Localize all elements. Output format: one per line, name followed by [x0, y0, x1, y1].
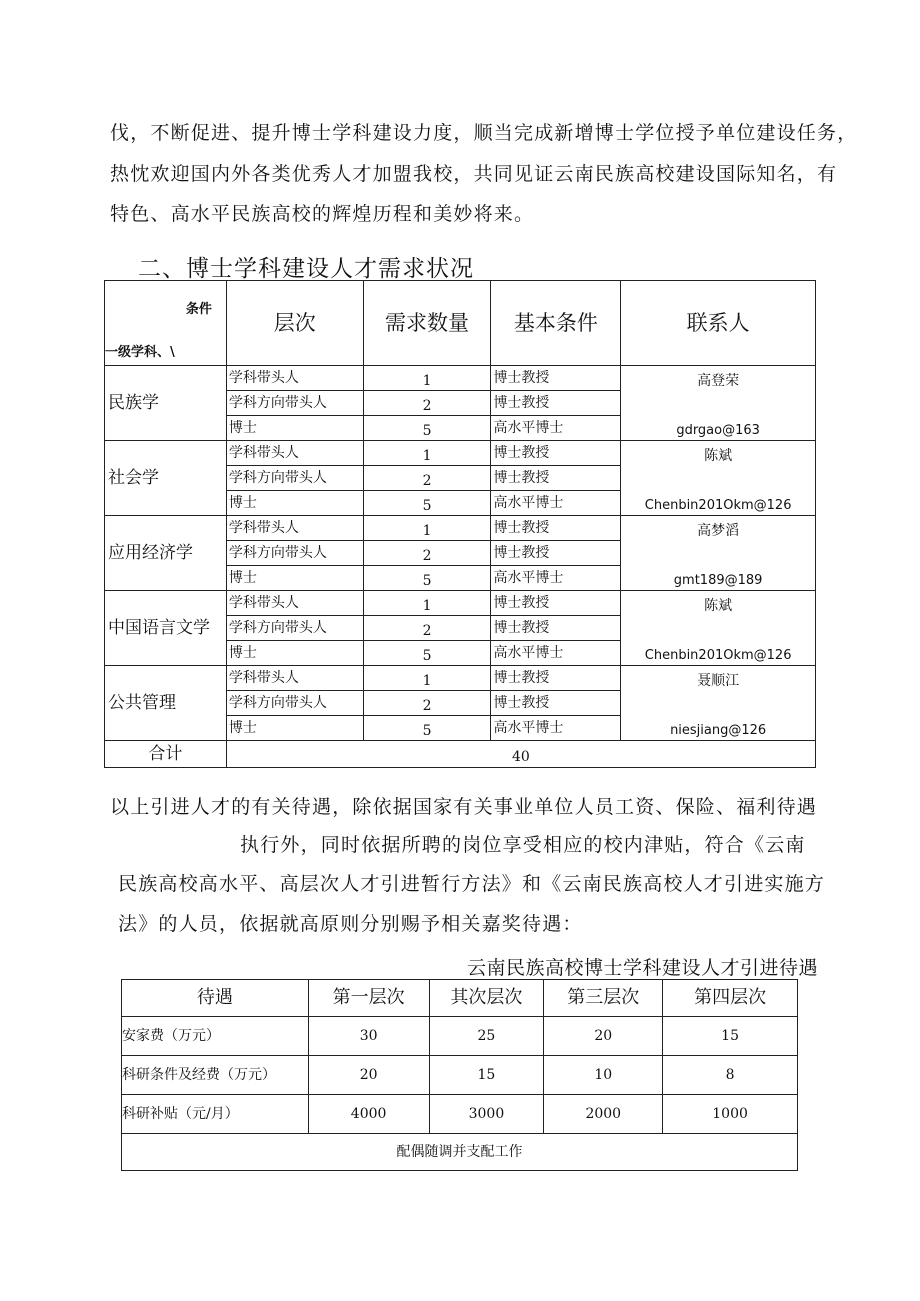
diagonal-header-cell [105, 281, 227, 366]
benefits-header-tier-4: 第四层次 [663, 980, 798, 1017]
count-cell: 2 [363, 616, 491, 641]
contact-cell [621, 441, 816, 516]
count-cell: 1 [363, 666, 491, 691]
benefit-value: 3000 [429, 1095, 544, 1134]
intro-line-2: 热忱欢迎国内外各类优秀人才加盟我校，共同见证云南民族高校建设国际知名，有 [110, 163, 838, 185]
benefits-header-tier-1: 第一层次 [308, 980, 429, 1017]
benefit-value: 2000 [544, 1095, 663, 1134]
level-cell: 博士 [226, 416, 363, 441]
count-cell: 2 [363, 466, 491, 491]
contact-email: niesjiang@126 [670, 723, 767, 738]
benefits-footer-row [122, 1134, 798, 1171]
count-cell: 5 [363, 716, 491, 741]
level-cell: 博士 [226, 641, 363, 666]
level-cell: 学科带头人 [226, 666, 363, 691]
benefits-header-tier-3: 第三层次 [544, 980, 663, 1017]
contact-name: 聂顺江 [697, 673, 740, 689]
count-cell: 1 [363, 591, 491, 616]
benefit-value: 20 [308, 1056, 429, 1095]
count-cell: 2 [363, 541, 491, 566]
condition-cell: 博士教授 [491, 591, 621, 616]
benefit-value: 30 [308, 1017, 429, 1056]
condition-cell: 高水平博士 [491, 416, 621, 441]
benefits-row [122, 1017, 798, 1056]
contact-cell [621, 666, 816, 741]
level-cell: 学科方向带头人 [226, 391, 363, 416]
table-row [105, 591, 816, 616]
contact-name: 陈斌 [704, 448, 733, 464]
section-title: 二、博士学科建设人才需求状况 [138, 256, 474, 282]
benefit-value: 15 [429, 1056, 544, 1095]
after-line-3: 民族高校高水平、高层次人才引进暂行方法》和《云南民族高校人才引进实施方 [118, 873, 826, 895]
condition-cell: 博士教授 [491, 541, 621, 566]
level-cell: 学科带头人 [226, 516, 363, 541]
level-cell: 学科方向带头人 [226, 466, 363, 491]
discipline-cell: 民族学 [105, 366, 227, 441]
after-line-1: 以上引进人才的有关待遇，除依据国家有关事业单位人员工资、保险、福利待遇 [110, 796, 818, 818]
benefits-header-tier-2: 其次层次 [429, 980, 544, 1017]
discipline-cell: 应用经济学 [105, 516, 227, 591]
header-level: 层次 [226, 281, 363, 366]
contact-cell [621, 516, 816, 591]
count-cell: 5 [363, 641, 491, 666]
contact-cell [621, 366, 816, 441]
count-cell: 2 [363, 691, 491, 716]
table-row [105, 366, 816, 391]
benefit-value: 20 [544, 1017, 663, 1056]
condition-cell: 高水平博士 [491, 716, 621, 741]
contact-name: 陈斌 [704, 598, 733, 614]
benefits-caption: 云南民族高校博士学科建设人才引进待遇 [467, 957, 819, 979]
discipline-cell: 公共管理 [105, 666, 227, 741]
level-cell: 学科方向带头人 [226, 616, 363, 641]
header-condition: 条件 [185, 302, 212, 317]
count-cell: 2 [363, 391, 491, 416]
level-cell: 学科方向带头人 [226, 541, 363, 566]
level-cell: 博士 [226, 491, 363, 516]
benefits-table [121, 979, 798, 1171]
after-line-2: 执行外，同时依据所聘的岗位享受相应的校内津贴，符合《云南 [240, 834, 806, 856]
contact-name: 高梦滔 [697, 523, 740, 539]
condition-cell: 博士教授 [491, 466, 621, 491]
benefit-value: 4000 [308, 1095, 429, 1134]
contact-cell [621, 591, 816, 666]
discipline-cell: 社会学 [105, 441, 227, 516]
condition-cell: 博士教授 [491, 616, 621, 641]
level-cell: 博士 [226, 716, 363, 741]
total-label: 合计 [105, 741, 227, 768]
level-cell: 学科带头人 [226, 591, 363, 616]
count-cell: 1 [363, 516, 491, 541]
contact-email: Chenbin201Okm@126 [644, 498, 792, 513]
contact-email: gdrgao@163 [676, 423, 760, 438]
condition-cell: 博士教授 [491, 666, 621, 691]
benefit-label: 科研条件及经费（万元） [122, 1056, 309, 1095]
level-cell: 学科带头人 [226, 441, 363, 466]
condition-cell: 博士教授 [491, 391, 621, 416]
table-row [105, 516, 816, 541]
benefit-value: 1000 [663, 1095, 798, 1134]
benefits-row [122, 1095, 798, 1134]
count-cell: 5 [363, 566, 491, 591]
condition-cell: 高水平博士 [491, 566, 621, 591]
benefit-value: 10 [544, 1056, 663, 1095]
header-condition-basic: 基本条件 [491, 281, 621, 366]
header-discipline: 一级学科、\ [105, 345, 175, 360]
contact-email: gmt189@189 [673, 573, 763, 588]
benefits-header-row [122, 980, 798, 1017]
condition-cell: 博士教授 [491, 366, 621, 391]
discipline-cell: 中国语言文学 [105, 591, 227, 666]
benefit-value: 15 [663, 1017, 798, 1056]
table-row [105, 441, 816, 466]
benefit-value: 25 [429, 1017, 544, 1056]
benefits-footer: 配偶随调并支配工作 [122, 1134, 798, 1171]
condition-cell: 高水平博士 [491, 641, 621, 666]
contact-name: 高登荣 [697, 373, 740, 389]
condition-cell: 博士教授 [491, 516, 621, 541]
header-count: 需求数量 [363, 281, 491, 366]
level-cell: 博士 [226, 566, 363, 591]
benefit-value: 8 [663, 1056, 798, 1095]
benefit-label: 安家费（万元） [122, 1017, 309, 1056]
count-cell: 1 [363, 366, 491, 391]
benefit-label: 科研补贴（元/月） [122, 1095, 309, 1134]
level-cell: 学科方向带头人 [226, 691, 363, 716]
demand-header-row [105, 281, 816, 366]
condition-cell: 高水平博士 [491, 491, 621, 516]
intro-line-1: 伐，不断促进、提升博士学科建设力度，顺当完成新增博士学位授予单位建设任务， [110, 122, 858, 144]
level-cell: 学科带头人 [226, 366, 363, 391]
header-contact: 联系人 [621, 281, 816, 366]
benefits-header-treatment: 待遇 [122, 980, 309, 1017]
demand-table [104, 280, 816, 768]
total-value: 40 [226, 741, 815, 768]
count-cell: 5 [363, 491, 491, 516]
contact-email: Chenbin201Okm@126 [644, 648, 792, 663]
table-row [105, 666, 816, 691]
intro-line-3: 特色、高水平民族高校的辉煌历程和美妙将来。 [110, 203, 535, 225]
total-row [105, 741, 816, 768]
count-cell: 1 [363, 441, 491, 466]
condition-cell: 博士教授 [491, 691, 621, 716]
count-cell: 5 [363, 416, 491, 441]
after-line-4: 法》的人员，依据就高原则分别赐予相关嘉奖待遇： [118, 913, 583, 935]
benefits-row [122, 1056, 798, 1095]
condition-cell: 博士教授 [491, 441, 621, 466]
